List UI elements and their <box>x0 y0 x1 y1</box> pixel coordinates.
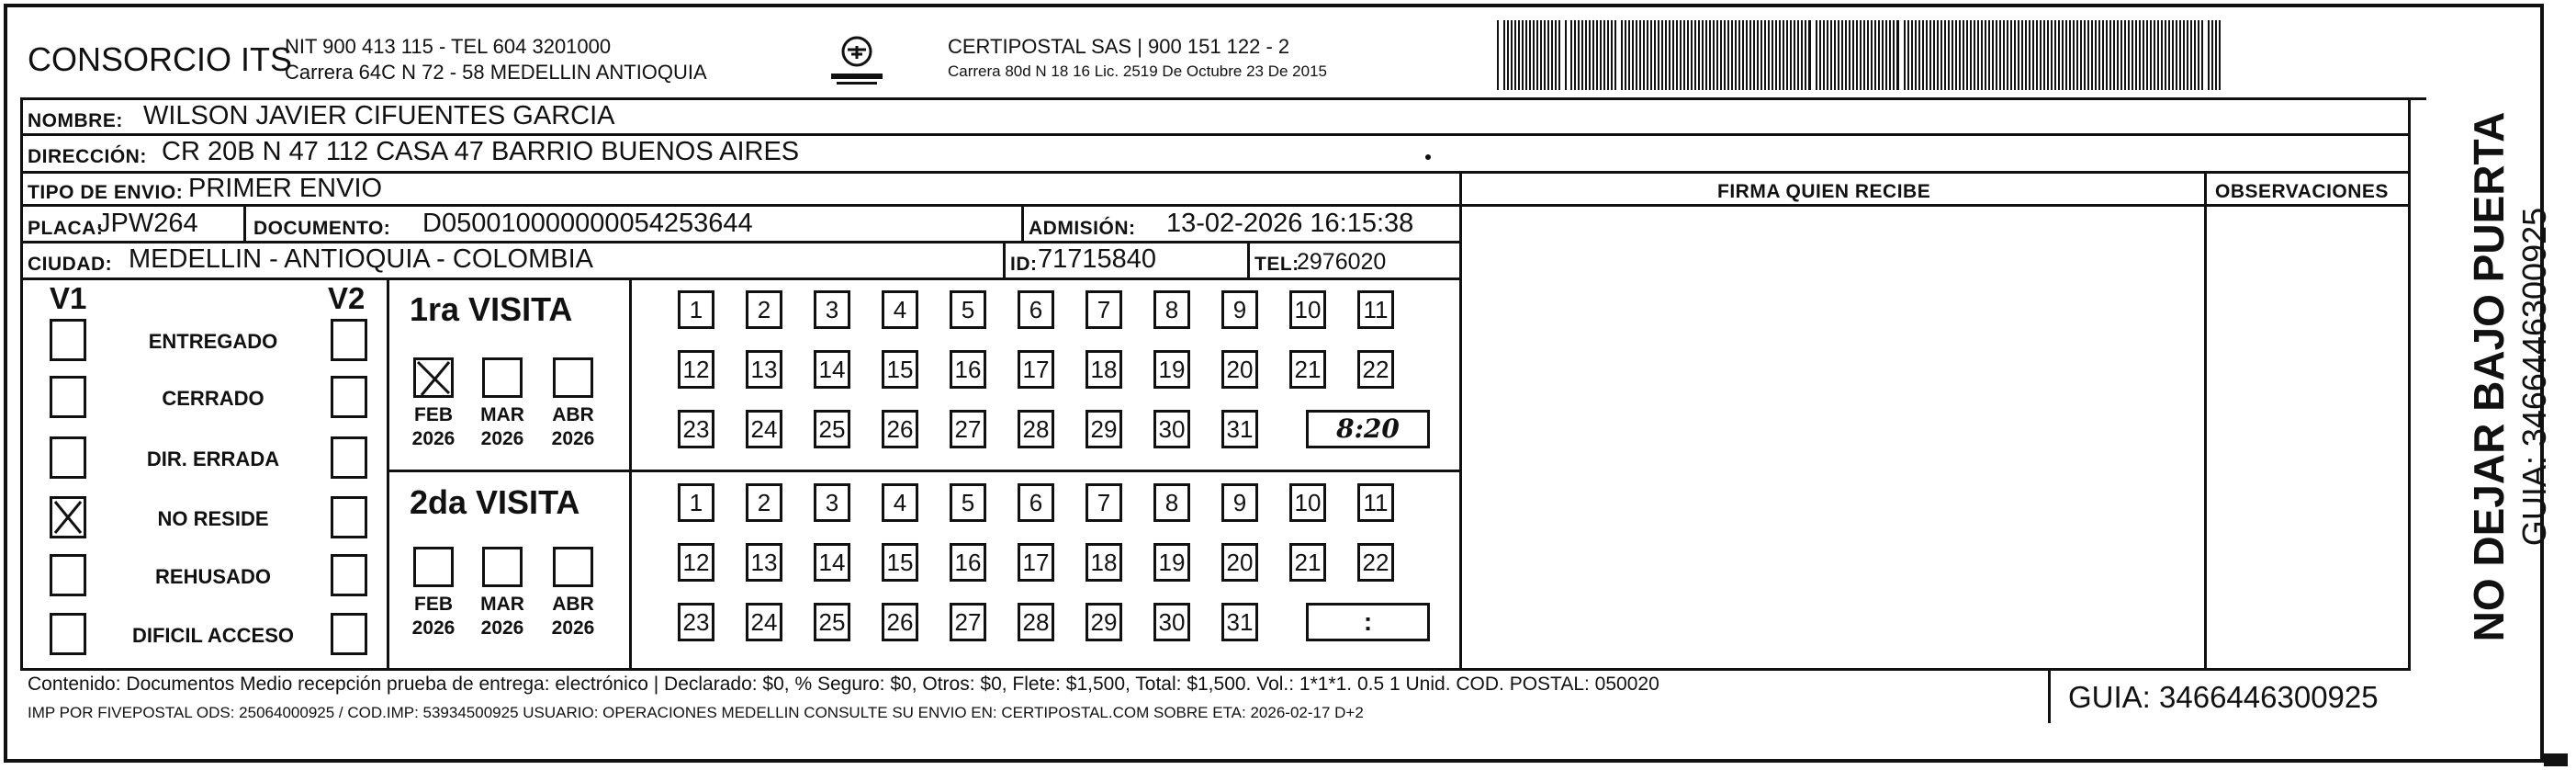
second-visit-day[interactable]: 31 <box>1221 603 1258 641</box>
second-visit-day[interactable]: 30 <box>1153 603 1190 641</box>
first-visit-day[interactable]: 8 <box>1153 290 1190 329</box>
side-guide: GUIA: 3466446300925 <box>2515 207 2553 547</box>
second-visit-time-box[interactable]: : <box>1306 603 1430 641</box>
first-visit-month-checkbox[interactable] <box>482 357 523 398</box>
second-visit-day[interactable]: 29 <box>1086 603 1122 641</box>
first-visit-day[interactable]: 22 <box>1357 350 1394 389</box>
carrier-line1: CERTIPOSTAL SAS | 900 151 122 - 2 <box>948 35 1290 58</box>
carrier-line2: Carrera 80d N 18 16 Lic. 2519 De Octubre 23 De 2015 <box>948 62 1327 80</box>
recipient-address: CR 20B N 47 112 CASA 47 BARRIO BUENOS AIRES <box>162 137 800 166</box>
month-name: MAR <box>480 594 524 615</box>
month-label <box>409 593 458 640</box>
month-name: MAR <box>480 404 524 425</box>
status-label: CERRADO <box>162 387 264 410</box>
month-year: 2026 <box>551 617 595 639</box>
city-label: CIUDAD: <box>28 254 113 275</box>
recipient-id: 71715840 <box>1038 244 1157 274</box>
first-visit-day[interactable]: 9 <box>1221 290 1258 329</box>
footer-impression: IMP POR FIVEPOSTAL ODS: 25064000925 / COD.IMP: 53934500925 USUARIO: OPERACIONES MEDELLIN CONSULTE SU ENVIO EN: CERTIPOSTAL.COM SOBRE ETA: 2026-02-17 D+2 <box>28 704 1364 721</box>
second-visit-day[interactable]: 25 <box>814 603 850 641</box>
first-visit-day[interactable]: 19 <box>1153 350 1190 389</box>
first-visit-day[interactable]: 2 <box>746 290 782 329</box>
second-visit-day[interactable]: 19 <box>1153 543 1190 582</box>
recipient-tel: 2976020 <box>1297 249 1387 275</box>
observaciones-label: OBSERVACIONES <box>2215 181 2389 202</box>
v1-checkbox[interactable] <box>50 613 86 655</box>
second-visit-day[interactable]: 24 <box>746 603 782 641</box>
first-visit-day[interactable]: 31 <box>1221 410 1258 448</box>
do-not-leave-under-door: NO DEJAR BAJO PUERTA <box>2465 111 2513 642</box>
month-label <box>478 593 527 640</box>
v1-checkbox[interactable] <box>50 554 86 596</box>
second-visit-day[interactable]: 26 <box>882 603 918 641</box>
send-type: PRIMER ENVIO <box>188 174 383 203</box>
plate: JPW264 <box>97 209 198 238</box>
first-visit-month-checkbox[interactable] <box>553 357 593 398</box>
second-visit-day[interactable]: 23 <box>678 603 714 641</box>
plate-label: PLACA: <box>28 218 104 239</box>
first-visit-day[interactable]: 21 <box>1289 350 1326 389</box>
second-visit-day[interactable]: 14 <box>814 543 850 582</box>
first-visit-day[interactable]: 3 <box>814 290 850 329</box>
status-label: ENTREGADO <box>148 330 278 353</box>
second-visit-day[interactable]: 27 <box>950 603 986 641</box>
footer-content: Contenido: Documentos Medio recepción prueba de entrega: electrónico | Declarado: $0, % Seguro: $0, Otros: $0, Flete: $1,500, Total: $1,500. Vol.: 1*1*1. 0.5 1 Unid. COD. POSTAL: 050020 <box>28 674 1659 695</box>
second-visit-day[interactable]: 22 <box>1357 543 1394 582</box>
first-visit-day[interactable]: 29 <box>1086 410 1122 448</box>
admission-date: 13-02-2026 16:15:38 <box>1166 209 1414 238</box>
second-visit-month-checkbox[interactable] <box>413 547 454 587</box>
second-visit-day[interactable]: 13 <box>746 543 782 582</box>
first-visit-day[interactable]: 15 <box>882 350 918 389</box>
status-label: REHUSADO <box>155 565 271 588</box>
first-visit-day[interactable]: 10 <box>1289 290 1326 329</box>
v2-checkbox[interactable] <box>331 436 367 479</box>
document-number: D050010000000054253644 <box>422 209 753 238</box>
first-visit-month-checkbox[interactable] <box>413 357 454 398</box>
first-visit-day[interactable]: 16 <box>950 350 986 389</box>
first-visit-day[interactable]: 4 <box>882 290 918 329</box>
second-visit-day[interactable]: 15 <box>882 543 918 582</box>
v1-checkbox[interactable] <box>50 496 86 538</box>
second-visit-day[interactable]: 20 <box>1221 543 1258 582</box>
month-year: 2026 <box>411 617 456 639</box>
second-visit-day[interactable]: 8 <box>1153 483 1190 522</box>
month-name: FEB <box>414 594 453 615</box>
second-visit-month-checkbox[interactable] <box>553 547 593 587</box>
first-visit-day[interactable]: 20 <box>1221 350 1258 389</box>
second-visit-day[interactable]: 5 <box>950 483 986 522</box>
month-name: ABR <box>552 594 594 615</box>
v1-checkbox[interactable] <box>50 319 86 361</box>
dot-mark <box>1425 154 1431 160</box>
barcode <box>1497 20 2232 90</box>
status-label: DIFICIL ACCESO <box>131 624 294 647</box>
firma-label: FIRMA QUIEN RECIBE <box>1717 181 1931 202</box>
second-visit-day[interactable]: 18 <box>1086 543 1122 582</box>
first-visit-day[interactable]: 26 <box>882 410 918 448</box>
second-visit-month-checkbox[interactable] <box>482 547 523 587</box>
second-visit-day[interactable]: 16 <box>950 543 986 582</box>
address-label: DIRECCIÓN: <box>28 146 147 167</box>
month-year: 2026 <box>480 428 524 449</box>
v1-checkbox[interactable] <box>50 436 86 479</box>
second-visit-day[interactable]: 11 <box>1357 483 1394 522</box>
first-visit-day[interactable]: 25 <box>814 410 850 448</box>
v2-checkbox[interactable] <box>331 496 367 538</box>
tel-label: TEL: <box>1254 254 1299 275</box>
first-visit-day[interactable]: 11 <box>1357 290 1394 329</box>
status-label: NO RESIDE <box>157 507 269 530</box>
first-visit-day[interactable]: 30 <box>1153 410 1190 448</box>
first-visit-day[interactable]: 13 <box>746 350 782 389</box>
v1-checkbox[interactable] <box>50 376 86 418</box>
second-visit-day[interactable]: 4 <box>882 483 918 522</box>
first-visit-day[interactable]: 24 <box>746 410 782 448</box>
id-label: ID: <box>1010 254 1038 275</box>
month-label <box>478 403 527 451</box>
company-address: Carrera 64C N 72 - 58 MEDELLIN ANTIOQUIA <box>285 61 707 84</box>
second-visit-day[interactable]: 12 <box>678 543 714 582</box>
month-name: FEB <box>414 404 453 425</box>
month-year: 2026 <box>551 428 595 449</box>
second-visit-day[interactable]: 7 <box>1086 483 1122 522</box>
admission-label: ADMISIÓN: <box>1029 218 1136 239</box>
month-year: 2026 <box>480 617 524 639</box>
second-visit-day[interactable]: 28 <box>1018 603 1054 641</box>
month-label <box>409 403 458 451</box>
first-visit-time-box[interactable]: 8:20 <box>1306 410 1430 448</box>
second-visit-day[interactable]: 2 <box>746 483 782 522</box>
v2-checkbox[interactable] <box>331 613 367 655</box>
first-visit-day[interactable]: 27 <box>950 410 986 448</box>
month-name: ABR <box>552 404 594 425</box>
second-visit-day[interactable]: 10 <box>1289 483 1326 522</box>
first-visit-label: 1ra VISITA <box>410 290 573 328</box>
first-visit-day[interactable]: 12 <box>678 350 714 389</box>
first-visit-day[interactable]: 28 <box>1018 410 1054 448</box>
first-visit-day[interactable]: 17 <box>1018 350 1054 389</box>
v2-checkbox[interactable] <box>331 376 367 418</box>
footer-guide: GUIA: 3466446300925 <box>2068 680 2379 714</box>
first-visit-day[interactable]: 14 <box>814 350 850 389</box>
v2-checkbox[interactable] <box>331 319 367 361</box>
first-visit-day[interactable]: 6 <box>1018 290 1054 329</box>
company-nit: NIT 900 413 115 - TEL 604 3201000 <box>285 35 612 58</box>
v2-checkbox[interactable] <box>331 554 367 596</box>
second-visit-day[interactable]: 6 <box>1018 483 1054 522</box>
certipostal-logo <box>822 33 892 88</box>
first-visit-day[interactable]: 18 <box>1086 350 1122 389</box>
company-name: CONSORCIO ITS <box>28 40 293 78</box>
name-label: NOMBRE: <box>28 110 123 131</box>
document-label: DOCUMENTO: <box>253 218 391 239</box>
month-label <box>548 593 598 640</box>
first-visit-day[interactable]: 5 <box>950 290 986 329</box>
second-visit-day[interactable]: 3 <box>814 483 850 522</box>
send-type-label: TIPO DE ENVIO: <box>28 182 184 203</box>
first-visit-day[interactable]: 7 <box>1086 290 1122 329</box>
first-visit-day[interactable]: 23 <box>678 410 714 448</box>
second-visit-day[interactable]: 17 <box>1018 543 1054 582</box>
month-label <box>548 403 598 451</box>
second-visit-label: 2da VISITA <box>410 483 580 521</box>
recipient-name: WILSON JAVIER CIFUENTES GARCIA <box>143 101 615 130</box>
city: MEDELLIN - ANTIOQUIA - COLOMBIA <box>129 244 593 274</box>
second-visit-day[interactable]: 21 <box>1289 543 1326 582</box>
v2-label: V2 <box>328 281 366 315</box>
first-visit-day[interactable]: 1 <box>678 290 714 329</box>
month-year: 2026 <box>411 428 456 449</box>
second-visit-day[interactable]: 9 <box>1221 483 1258 522</box>
second-visit-day[interactable]: 1 <box>678 483 714 522</box>
v1-label: V1 <box>50 281 87 315</box>
status-label: DIR. ERRADA <box>146 447 280 470</box>
